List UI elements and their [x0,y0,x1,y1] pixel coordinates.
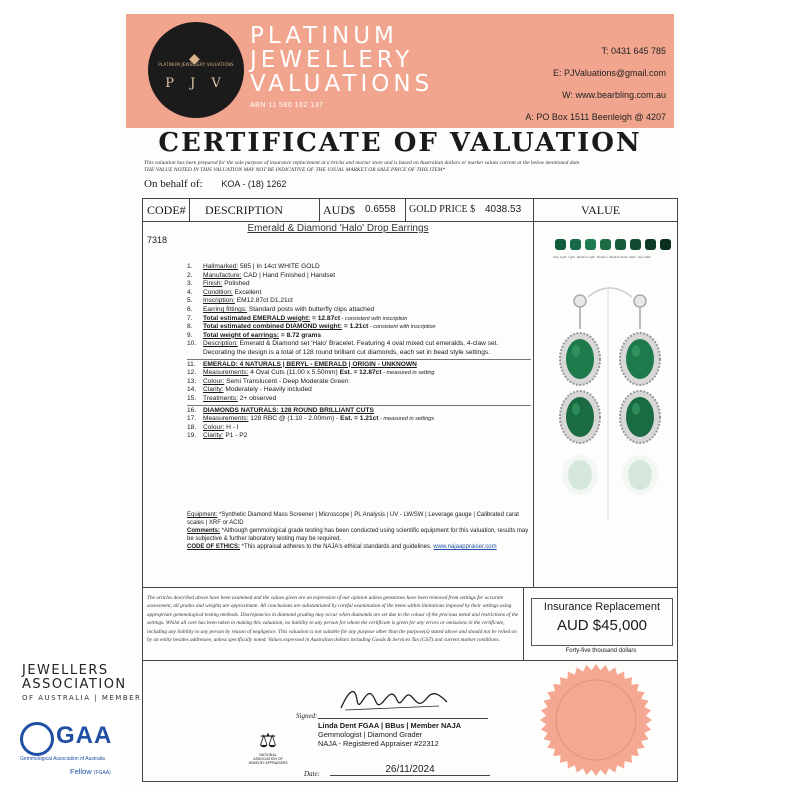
row-text [203,332,531,341]
detail-row [187,289,531,298]
row-number: 1. [187,263,193,270]
row-label: Measurements: [203,415,249,423]
row-text [203,407,531,416]
detail-row [187,272,531,281]
row-value: Standard posts with butterfly clips attached [246,305,375,313]
row-text [203,340,531,357]
row-label: Inscription: [203,297,235,305]
row-value: P1 - P2 [223,432,248,440]
gaa-fellow [70,767,230,776]
row-text [203,415,531,424]
colour-scale-labels [553,255,673,259]
row-note: - measured in setting [381,370,435,377]
row-number: 2. [187,271,193,279]
col-code: CODE# [147,203,186,217]
row-number: 8. [187,323,193,331]
detail-row [187,369,531,378]
comments-line [187,527,531,543]
gaa-emblem-icon [20,722,54,756]
swatch-label: Very Dark [637,255,651,259]
row-value: = 8.72 grams [279,331,322,339]
item-code: 7318 [147,235,168,245]
row-value: Polished [222,280,250,288]
signature [335,680,455,720]
insurance-replacement-box [531,598,673,646]
row-value: Semi Translucent - Deep Moderate Green [224,377,349,385]
row-number: 5. [187,297,193,305]
row-number: 14. [187,386,197,394]
row-number: 9. [187,331,193,339]
item-details [187,263,531,441]
detail-row [187,332,531,341]
table-header [143,199,677,222]
swatch-label: Medium Dark [609,255,628,259]
row-note: - consistent with inscription [340,315,408,322]
swatch-label: Medium [596,255,608,259]
date-value: 26/11/2024 [330,764,490,776]
divider [405,199,406,221]
gold-price-label: GOLD PRICE $ [409,204,476,215]
diamond-icon: ◆ [189,50,200,66]
detail-row [187,306,531,315]
row-value: EM12.87ct D1.21ct [234,297,293,305]
contact-block [525,40,666,128]
divider [523,588,524,660]
section-divider [187,405,531,406]
ethics-text: *This appraisal adheres to the NAJA's ethical standards and guidelines. [240,544,434,550]
brand-line: VALUATIONS [250,71,434,97]
detail-row [187,315,531,324]
detail-row [187,280,531,289]
jewellers-association-logo [22,664,141,702]
col-description: DESCRIPTION [205,203,284,217]
row-value: = 12.87ct [310,314,341,322]
scales-icon: ⚖ [259,730,277,752]
row-number: 10. [187,340,197,348]
seal-shape [540,664,652,776]
row-label: Total estimated EMERALD weight: [203,314,311,322]
gold-price-value: 4038.53 [485,204,522,215]
row-text [203,297,531,306]
row-label: Colour: [203,377,225,385]
row-label: Clarity: [203,386,224,394]
earring-right [620,295,660,495]
date-label: Date: [304,770,320,778]
comments-text: *Although gemmological grade testing has been conducted using scientific equipment for this valuation, results may be subjective & further laboratory testing may be required. [187,528,529,542]
row-number: 16. [187,406,197,414]
brand-line: PLATINUM [250,23,398,49]
behalf-label: On behalf of: [144,178,203,190]
certificate-title: CERTIFICATE OF VALUATION [158,128,642,158]
abn-number: ABN 11 580 162 137 [250,102,324,109]
colour-swatch [630,239,641,250]
row-text [203,263,531,272]
signer-title: Gemmologist | Diamond Grader [318,730,423,739]
colour-swatch [585,239,596,250]
comments-label: Comments: [187,528,221,534]
logo-ring-text: PLATINUM JEWELLERY VALUATIONS [158,62,234,67]
letterhead [126,14,674,128]
disclaimer-line-1: This valuation has been prepared for the sole purpose of insurance replacement at a bricks and mortar store and is based on Australian dollars or market values current at the below mentioned date. [144,160,581,166]
aud-value: 0.6558 [365,204,396,215]
detail-row [187,424,531,433]
row-text [203,272,531,281]
terms-text: The articles described above have been examined and the values given are an expression of our opinion unless gemstones have been removed from settings for accurate assessment, all grades and weights are approximate. All conclusions are substantiated by careful examination of the items within limitations imposed by their settings using appropriate gemmological testing methods. Discrepancies in diamond grading may occur when diamonds are set due to the colour of the precious metal and restrictions of the settings. Whilst all care has been taken in making this valuation, no liability to any person for whom the certificate is given for any errors or omissions in the certificate, including any liability to any person by reason of negligence. This valuation is not suitable for any purpose other than the purpose(s) stated above and should not be relied on by an entity besides addressee, unless specifically noted. Values expressed in Australian dollars including Goods & Services Tax (GST) and current market conditions. [147,595,519,644]
row-value: H - I [224,423,239,431]
earrings-photo [548,279,672,579]
colour-swatch [645,239,656,250]
colour-swatch [555,239,566,250]
divider [533,199,534,587]
colour-swatch [570,239,581,250]
detail-row [187,340,531,357]
ethics-line [187,543,531,551]
signer-details [318,718,488,748]
naja-logo [248,728,288,765]
disclaimer [144,160,664,174]
detail-row [187,361,531,370]
row-label: Measurements: [203,369,249,377]
terms-section [143,587,677,654]
row-text [203,361,531,370]
emerald-colour-scale [555,239,671,250]
row-text [203,424,531,433]
section-divider [187,359,531,360]
detail-row [187,386,531,395]
row-label: Description: [203,340,238,348]
aud-label: AUD$ [323,203,355,217]
row-number: 12. [187,369,197,377]
row-number: 7. [187,314,193,322]
row-label: Condition: [203,288,233,296]
row-label: Manufacture: [203,271,242,279]
row-text [203,306,531,315]
row-text [203,395,531,404]
row-value: 128 RBC @ (1.10 - 2.00mm) - [248,415,341,423]
logo-initials: P J V [165,76,227,91]
row-label: Hallmarked: [203,263,239,270]
row-value: Moderately - Heavily included [223,386,312,394]
insurance-label: Insurance Replacement [543,601,661,613]
row-value: CAD | Hand Finished | Handset [241,271,336,279]
email: E: PJValuations@gmail.com [552,68,666,78]
row-label: Total weight of earrings: [203,331,280,339]
row-value: Excellent [232,288,262,296]
row-text [203,315,531,324]
gaa-subtitle: Gemmological Association of Australia [20,756,105,762]
colour-swatch [615,239,626,250]
detail-row [187,263,531,272]
detail-row [187,323,531,332]
naja-link[interactable]: www.najaappraiser.com [433,544,497,550]
col-value: VALUE [581,203,621,217]
ja-line-3: OF AUSTRALIA | MEMBER [22,694,142,702]
row-label: DIAMONDS NATURALS: 128 ROUND BRILLIANT CUTS [203,406,374,414]
swatch-label: Dark [629,255,636,259]
website: W: www.bearbling.com.au [562,90,666,100]
equipment-label: Equipment: [187,512,218,518]
signer-name: Linda Dent FGAA | BBus | Member NAJA [318,721,462,730]
detail-row [187,407,531,416]
naja-caption: NATIONAL ASSOCIATION OF JEWELRY APPRAISERS [248,753,288,765]
detail-row [187,415,531,424]
row-value: 4 Oval Cuts (11.00 x 5.50mm) [248,369,340,377]
swatch-label: Medium Light [576,255,595,259]
pjv-logo [148,22,244,118]
brand-line: JEWELLERY [250,47,414,73]
row-note: - consistent with inscription [368,324,436,331]
address: A: PO Box 1511 Beenleigh @ 4207 [525,112,666,122]
divider [143,660,677,661]
fellow-suffix: (FGAA) [93,770,111,776]
row-text [203,280,531,289]
row-number: 6. [187,305,193,313]
row-text [203,369,531,378]
row-label: Finish: [203,280,223,288]
row-number: 15. [187,394,197,402]
colour-swatch [600,239,611,250]
row-value: Emerald & Diamond set 'Halo' Bracelet. Featuring 4 oval mixed cut emeralds, 4-claw set. Decorating the design is a total of 128 round brilliant cut diamonds, each set in bead style settings. [203,340,499,356]
row-note: - measured in settings [378,416,435,423]
swatch-label: Light [568,255,575,259]
row-value: = 1.21ct [342,323,369,331]
insurance-value-words: Forty-five thousand dollars [565,648,637,654]
row-estimate: Est. = 1.21ct [340,415,379,423]
divider [319,199,320,221]
phone: T: 0431 645 785 [601,46,666,56]
row-text [203,386,531,395]
ethics-label: CODE OF ETHICS: [187,544,241,550]
equipment-text: *Synthetic Diamond Mass Screener | Microscope | PL Analysis | UV - LW/SW | Leverage gauge | Calibrated carat scales | XRF or ACID [187,512,519,526]
brand-name [250,24,433,96]
swatch-label: Very Light [553,255,567,259]
insurance-value: AUD $45,000 [556,617,648,634]
row-label: Clarity: [203,432,224,440]
earring-left [560,295,600,495]
signed-label: Signed: [296,712,318,720]
disclaimer-line-2: THE VALUE NOTED IN THIS VALUATION MAY NOT BE INDICATIVE OF THE USUAL MARKET OR SALE PRICE OF THIS ITEM* [144,167,446,173]
equipment-notes [187,511,531,551]
row-estimate: Est. = 12.87ct [339,369,382,377]
row-number: 18. [187,423,197,431]
row-text [203,432,531,441]
divider [189,199,190,221]
gaa-name: GAA [56,722,113,749]
row-label: Colour: [203,423,225,431]
detail-row [187,297,531,306]
row-number: 17. [187,415,197,423]
row-number: 3. [187,280,193,288]
row-text [203,323,531,332]
row-value: 585 | In 14ct WHITE GOLD [238,263,320,270]
row-value: 2+ observed [237,394,277,402]
company-seal [538,662,654,778]
colour-swatch [660,239,671,250]
row-number: 19. [187,432,197,440]
row-text [203,378,531,387]
fellow-label: Fellow [70,767,92,776]
row-label: Total estimated combined DIAMOND weight: [203,323,343,331]
signer-registration: NAJA - Registered Appraiser #22312 [318,739,439,748]
ja-line-1: JEWELLERS [22,663,109,678]
equipment-line [187,511,531,527]
detail-row [187,395,531,404]
row-number: 4. [187,288,193,296]
on-behalf-of [144,178,286,190]
row-label: Treatments: [203,394,238,402]
row-label: EMERALD: 4 NATURALS | BERYL - EMERALD | ORIGIN - UNKNOWN [203,360,417,368]
row-number: 11. [187,360,196,368]
row-number: 13. [187,377,197,385]
row-label: Earring fittings: [203,305,247,313]
detail-row [187,432,531,441]
item-title: Emerald & Diamond 'Halo' Drop Earrings [247,223,429,234]
behalf-value: KOA - (18) 1262 [221,179,287,189]
detail-row [187,378,531,387]
ja-line-2: ASSOCIATION [22,677,127,692]
row-text [203,289,531,298]
